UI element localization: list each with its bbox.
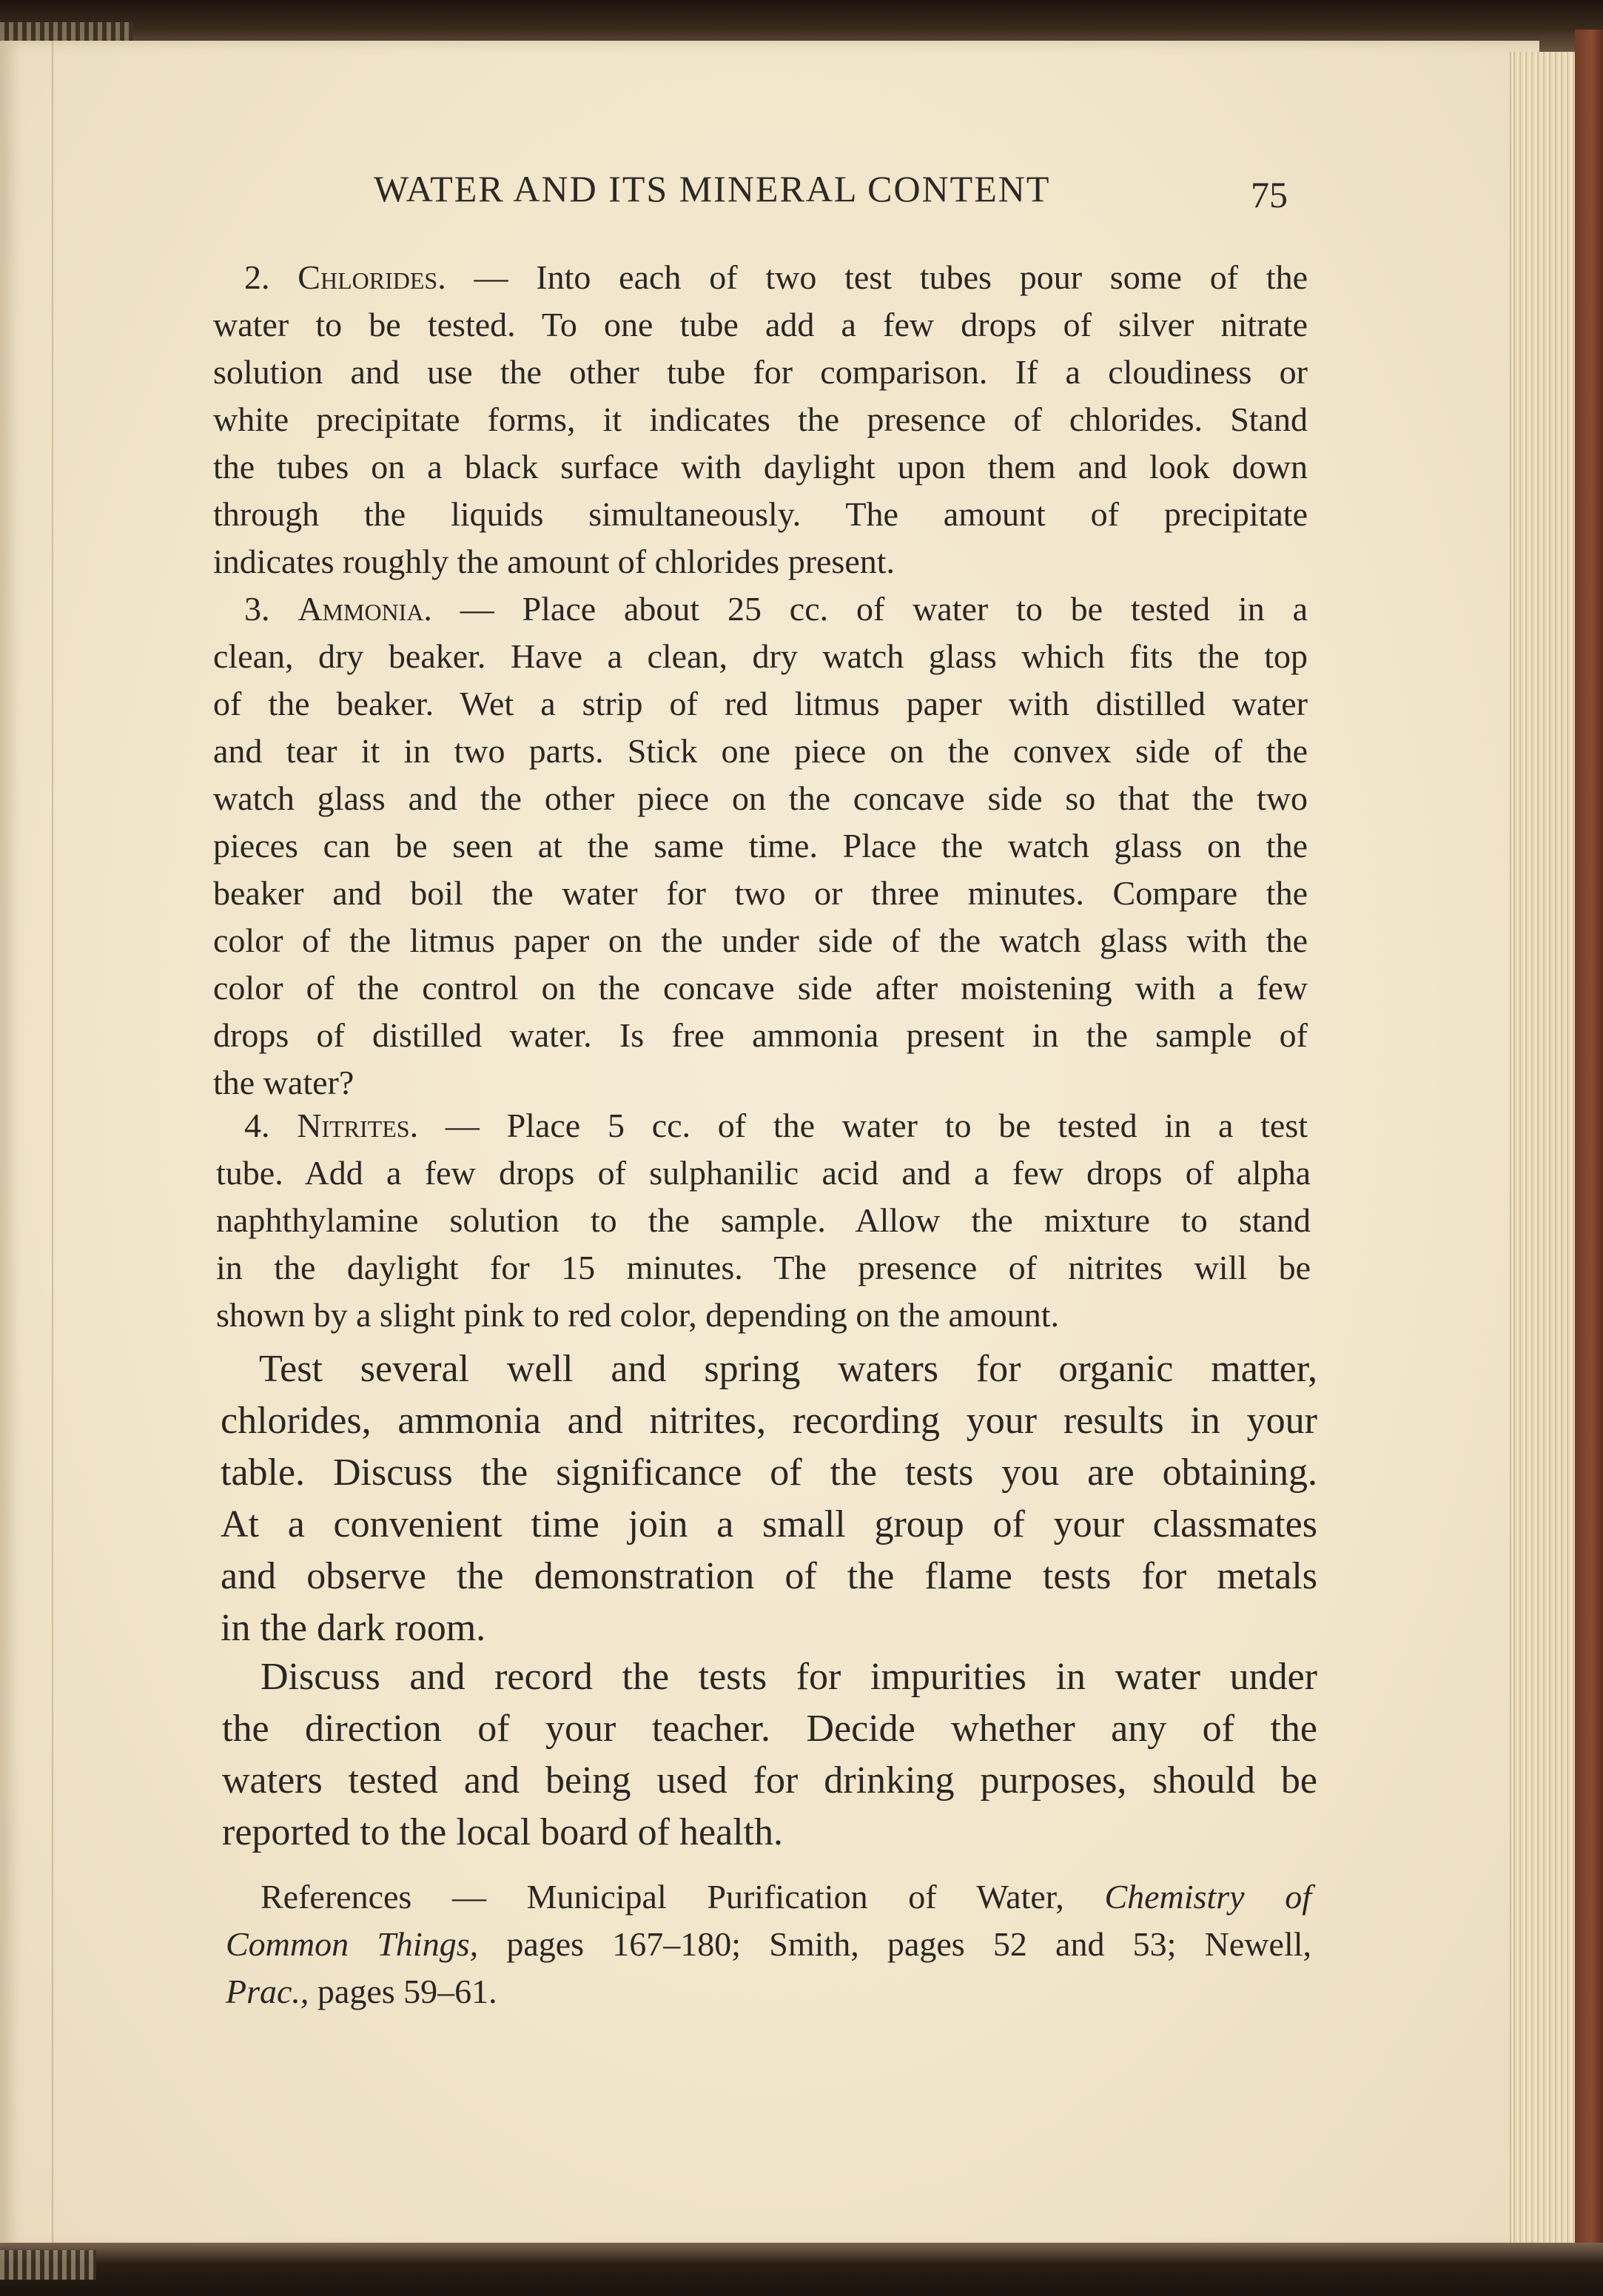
para1-line-4: At a convenient time join a small group of your classmates bbox=[221, 1503, 1317, 1545]
ammonia-line-10: drops of distilled water. Is free ammonia present in the sample of bbox=[213, 1016, 1308, 1054]
ammonia-line-4: and tear it in two parts. Stick one piece on the convex side of the bbox=[213, 732, 1308, 770]
chlorides-line-3: solution and use the other tube for comparison. If a cloudiness or bbox=[213, 353, 1308, 391]
references-line-2 bbox=[226, 1924, 1311, 1964]
ammonia-line-6: pieces can be seen at the same time. Place the watch glass on the bbox=[213, 827, 1308, 865]
nitrites-line-1 bbox=[244, 1106, 1308, 1145]
para1-line-3: table. Discuss the significance of the tests you are obtaining. bbox=[221, 1451, 1317, 1494]
references-title-1: Chemistry of bbox=[1104, 1878, 1311, 1916]
para1-line-5: and observe the demonstration of the flame tests for metals bbox=[221, 1555, 1317, 1597]
ammonia-line-9: color of the control on the concave side after moistening with a few bbox=[213, 969, 1308, 1007]
references-title-3: Prac., bbox=[226, 1973, 309, 2010]
chlorides-line-7: indicates roughly the amount of chlorides present. bbox=[213, 543, 895, 580]
references-text-3: pages 59–61. bbox=[317, 1973, 497, 2010]
page-number: 75 bbox=[1251, 174, 1288, 215]
book-cover-edge bbox=[1575, 30, 1603, 2258]
ammonia-line-2: clean, dry beaker. Have a clean, dry watch glass which fits the top bbox=[213, 637, 1308, 675]
references-text-2: pages 167–180; Smith, pages 52 and 53; Newell, bbox=[506, 1925, 1312, 1963]
chlorides-line-1 bbox=[244, 258, 1308, 297]
running-header bbox=[0, 167, 1539, 226]
references-line-1 bbox=[261, 1877, 1311, 1916]
references-text-1: References — Municipal Purification of Water, bbox=[261, 1878, 1064, 1916]
nitrites-line-4: in the daylight for 15 minutes. The presence of nitrites will be bbox=[216, 1249, 1311, 1286]
para2-line-3: waters tested and being used for drinking purposes, should be bbox=[222, 1759, 1317, 1802]
ammonia-line-3: of the beaker. Wet a strip of red litmus paper with distilled water bbox=[213, 685, 1308, 722]
ammonia-text-1: — Place about 25 cc. of water to be tested in a bbox=[460, 590, 1308, 628]
chlorides-number: 2. bbox=[244, 258, 270, 296]
ammonia-line-11: the water? bbox=[213, 1064, 354, 1101]
nitrites-text-1: — Place 5 cc. of the water to be tested in a test bbox=[445, 1107, 1308, 1144]
chlorides-line-2: water to be tested. To one tube add a few drops of silver nitrate bbox=[213, 306, 1308, 343]
para1-line-2: chlorides, ammonia and nitrites, recording your results in your bbox=[221, 1400, 1317, 1442]
references-line-3 bbox=[226, 1972, 1311, 2011]
running-title: WATER AND ITS MINERAL CONTENT bbox=[374, 168, 1051, 209]
para2-line-4: reported to the local board of health. bbox=[222, 1811, 784, 1853]
page-gutter bbox=[0, 41, 53, 2250]
para1-line-1: Test several well and spring waters for organic matter, bbox=[259, 1348, 1317, 1390]
ammonia-line-5: watch glass and the other piece on the concave side so that the two bbox=[213, 779, 1308, 817]
ammonia-heading: Ammonia. bbox=[298, 590, 432, 628]
nitrites-line-2: tube. Add a few drops of sulphanilic acid and a few drops of alpha bbox=[216, 1154, 1311, 1192]
ammonia-number: 3. bbox=[244, 590, 270, 628]
ammonia-line-8: color of the litmus paper on the under side of the watch glass with the bbox=[213, 922, 1308, 959]
chlorides-line-4: white precipitate forms, it indicates the presence of chlorides. Stand bbox=[213, 400, 1308, 438]
para2-line-1: Discuss and record the tests for impurities in water under bbox=[261, 1656, 1317, 1698]
nitrites-line-3: naphthylamine solution to the sample. Allow the mixture to stand bbox=[216, 1201, 1311, 1239]
chlorides-heading: Chlorides. bbox=[298, 258, 446, 296]
nitrites-number: 4. bbox=[244, 1107, 270, 1144]
ammonia-line-7: beaker and boil the water for two or three minutes. Compare the bbox=[213, 874, 1308, 912]
para1-line-6: in the dark room. bbox=[221, 1607, 486, 1649]
nitrites-line-5: shown by a slight pink to red color, depending on the amount. bbox=[216, 1296, 1060, 1334]
chlorides-line-6: through the liquids simultaneously. The amount of precipitate bbox=[213, 495, 1308, 533]
chlorides-line-5: the tubes on a black surface with daylight upon them and look down bbox=[213, 448, 1308, 486]
para2-line-2: the direction of your teacher. Decide whether any of the bbox=[222, 1708, 1317, 1750]
book-binding-bottom bbox=[0, 2243, 1603, 2296]
ammonia-line-1 bbox=[244, 589, 1308, 628]
chlorides-text-1: — Into each of two test tubes pour some of the bbox=[474, 258, 1308, 296]
references-title-2: Common Things, bbox=[226, 1925, 479, 1963]
nitrites-heading: Nitrites. bbox=[297, 1107, 419, 1144]
